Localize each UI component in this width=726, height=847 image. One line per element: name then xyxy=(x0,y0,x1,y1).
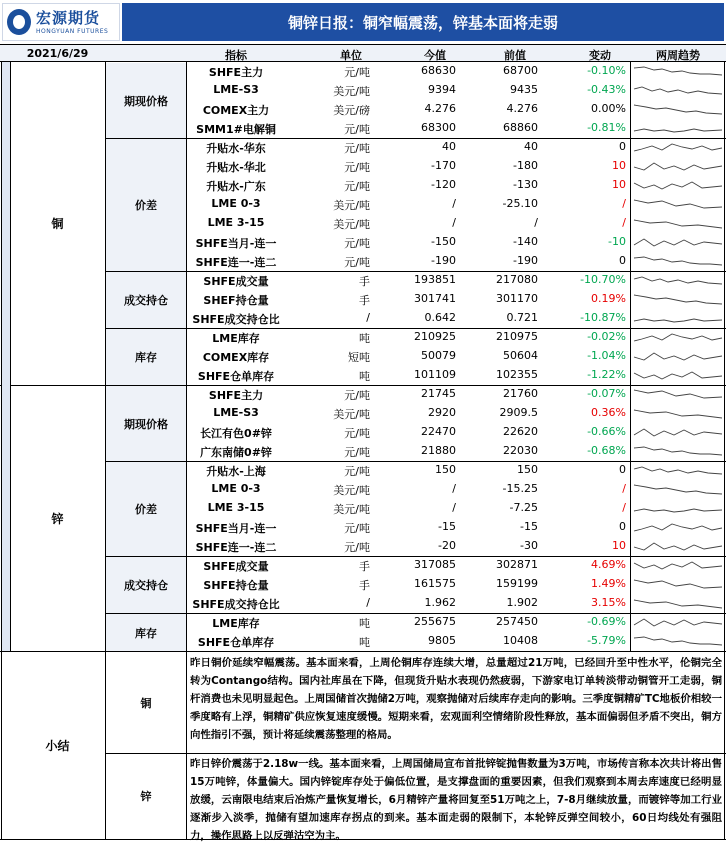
previous-value: -15.25 xyxy=(502,482,538,495)
group-label: 价差 xyxy=(106,462,186,556)
today-value: 68630 xyxy=(421,64,456,77)
indicator-name: SHFE主力 xyxy=(208,66,264,79)
change-value: 0 xyxy=(619,140,626,153)
today-value: 161575 xyxy=(414,577,456,590)
divider xyxy=(10,62,11,385)
trend-sparkline xyxy=(632,176,724,195)
indicator-unit: 元/吨 xyxy=(344,427,370,440)
trend-line xyxy=(634,372,722,379)
trend-line xyxy=(634,543,722,550)
divider xyxy=(1,652,2,839)
previous-value: -25.10 xyxy=(502,197,538,210)
today-value: / xyxy=(452,501,456,514)
col-indicator: 指标 xyxy=(225,49,247,62)
trend-sparkline xyxy=(632,594,724,613)
divider xyxy=(630,461,631,556)
previous-value: 68860 xyxy=(503,121,538,134)
previous-value: -130 xyxy=(513,178,538,191)
indicator-unit: 美元/磅 xyxy=(333,104,370,117)
trend-sparkline xyxy=(632,233,724,252)
summary-copper-text: 昨日铜价延续窄幅震荡。基本面来看，上周伦铜库存连续大增，总量超过21万吨，已经回升至中性水平，伦铜完全转为Contango结构。国内社库虽在下降，但现货升贴水表现仍然疲弱，下游家电订单转淡带动铜管开工走弱，铜杆消费也未见明显起色。上周国储首次抛储2万吨，观察抛储对后续库存走向的影响。三季度铜精矿TC地板价相较一季度略有上浮，铜精矿供应恢复速度缓慢。短期来看，宏观面利空情绪阶段性释放，基本面偏弱但矛盾不突出，铜方向性指引不强，预计将延续震荡整理的格局。 xyxy=(190,657,722,741)
indicator-name: LME 3-15 xyxy=(207,501,265,514)
col-unit: 单位 xyxy=(340,49,362,62)
previous-value: 257450 xyxy=(496,615,538,628)
indicator-name: LME 0-3 xyxy=(211,197,261,210)
today-value: 50079 xyxy=(421,349,456,362)
trend-line xyxy=(634,562,722,569)
change-value: 10 xyxy=(612,159,626,172)
today-value: 4.276 xyxy=(424,102,456,115)
today-value: 21745 xyxy=(421,387,456,400)
previous-value: 1.902 xyxy=(506,596,538,609)
divider xyxy=(724,652,725,839)
trend-sparkline xyxy=(632,271,724,290)
today-value: 317085 xyxy=(414,558,456,571)
indicator-name: 升贴水-华东 xyxy=(206,142,266,155)
indicator-name: SHFE仓单库存 xyxy=(197,636,275,649)
today-value: -120 xyxy=(431,178,456,191)
trend-sparkline xyxy=(632,62,724,81)
previous-value: 68700 xyxy=(503,64,538,77)
indicator-name: 升贴水-广东 xyxy=(206,180,266,193)
today-value: 9805 xyxy=(428,634,456,647)
indicator-name: SHFE持仓量 xyxy=(203,579,269,592)
trend-line xyxy=(634,600,722,608)
today-value: 1.962 xyxy=(424,596,456,609)
indicator-name: LME库存 xyxy=(212,332,260,345)
indicator-unit: 元/吨 xyxy=(344,123,370,136)
col-trend: 两周趋势 xyxy=(656,49,700,62)
group-label: 库存 xyxy=(106,614,186,651)
indicator-name: SHFE主力 xyxy=(208,389,264,402)
today-value: 193851 xyxy=(414,273,456,286)
change-value: -0.07% xyxy=(587,387,626,400)
trend-sparkline xyxy=(632,480,724,499)
trend-sparkline xyxy=(632,138,724,157)
report-date: 2021/6/29 xyxy=(26,47,89,60)
previous-value: 217080 xyxy=(496,273,538,286)
indicator-unit: 元/吨 xyxy=(344,522,370,535)
metal-label: 锌 xyxy=(51,511,64,526)
divider xyxy=(186,613,187,651)
trend-sparkline xyxy=(632,461,724,480)
trend-line xyxy=(634,144,722,151)
indicator-name: COMEX库存 xyxy=(202,351,270,364)
indicator-unit: 美元/吨 xyxy=(333,484,370,497)
indicator-unit: 元/吨 xyxy=(344,180,370,193)
report-header xyxy=(0,0,726,44)
indicator-name: LME库存 xyxy=(212,617,260,630)
previous-value: 159199 xyxy=(496,577,538,590)
indicator-unit: 美元/吨 xyxy=(333,503,370,516)
indicator-name: SHFE当月-连一 xyxy=(195,522,277,535)
group-label: 价差 xyxy=(106,139,186,271)
indicator-unit: 美元/吨 xyxy=(333,85,370,98)
today-value: -170 xyxy=(431,159,456,172)
indicator-unit: 元/吨 xyxy=(344,465,370,478)
trend-line xyxy=(634,410,722,418)
previous-value: 50604 xyxy=(503,349,538,362)
change-value: -0.81% xyxy=(587,121,626,134)
previous-value: 102355 xyxy=(496,368,538,381)
previous-value: 21760 xyxy=(503,387,538,400)
trend-line xyxy=(634,67,722,75)
previous-value: -140 xyxy=(513,235,538,248)
previous-value: -30 xyxy=(520,539,538,552)
divider xyxy=(630,62,631,138)
col-today: 今值 xyxy=(424,49,446,62)
trend-sparkline xyxy=(632,328,724,347)
group-label: 期现价格 xyxy=(106,63,186,138)
logo-icon xyxy=(7,9,31,35)
today-value: 22470 xyxy=(421,425,456,438)
col-change: 变动 xyxy=(589,49,611,62)
trend-line xyxy=(634,200,722,208)
divider xyxy=(630,613,631,651)
trend-line xyxy=(634,87,722,94)
previous-value: -15 xyxy=(520,520,538,533)
trend-sparkline xyxy=(632,613,724,632)
today-value: -150 xyxy=(431,235,456,248)
divider xyxy=(1,62,2,385)
trend-sparkline xyxy=(632,404,724,423)
divider xyxy=(186,271,187,328)
change-value: 0 xyxy=(619,254,626,267)
indicator-name: LME 3-15 xyxy=(207,216,265,229)
trend-line xyxy=(634,163,722,170)
trend-line xyxy=(634,182,722,189)
trend-sparkline xyxy=(632,518,724,537)
trend-sparkline xyxy=(632,290,724,309)
indicator-unit: 美元/吨 xyxy=(333,218,370,231)
today-value: 9394 xyxy=(428,83,456,96)
change-value: 0.36% xyxy=(591,406,626,419)
today-value: 2920 xyxy=(428,406,456,419)
today-value: / xyxy=(452,216,456,229)
indicator-name: LME 0-3 xyxy=(211,482,261,495)
trend-sparkline xyxy=(632,119,724,138)
previous-value: 302871 xyxy=(496,558,538,571)
change-value: 0.00% xyxy=(591,102,626,115)
change-value: -0.69% xyxy=(587,615,626,628)
trend-line xyxy=(634,239,722,246)
change-value: 10 xyxy=(612,178,626,191)
col-prev: 前值 xyxy=(504,49,526,62)
previous-value: 4.276 xyxy=(506,102,538,115)
indicator-unit: 元/吨 xyxy=(344,237,370,250)
metal-side-bar xyxy=(1,385,10,651)
change-value: / xyxy=(622,216,626,229)
indicator-name: SHFE连一-连二 xyxy=(195,256,277,269)
indicator-unit: 元/吨 xyxy=(344,446,370,459)
today-value: / xyxy=(452,482,456,495)
previous-value: 22030 xyxy=(503,444,538,457)
indicator-name: SHFE连一-连二 xyxy=(195,541,277,554)
trend-sparkline xyxy=(632,423,724,442)
divider xyxy=(1,385,2,651)
indicator-unit: / xyxy=(366,596,370,609)
trend-line xyxy=(634,295,722,304)
change-value: -0.02% xyxy=(587,330,626,343)
previous-value: 301170 xyxy=(496,292,538,305)
change-value: / xyxy=(622,197,626,210)
trend-sparkline xyxy=(632,366,724,385)
indicator-unit: 吨 xyxy=(359,370,370,383)
change-value: / xyxy=(622,482,626,495)
previous-value: / xyxy=(534,216,538,229)
indicator-unit: 元/吨 xyxy=(344,142,370,155)
divider xyxy=(0,839,726,840)
trend-line xyxy=(634,390,722,398)
trend-line xyxy=(634,429,722,436)
trend-sparkline xyxy=(632,556,724,575)
today-value: 0.642 xyxy=(424,311,456,324)
divider xyxy=(630,328,631,385)
change-value: -1.22% xyxy=(587,368,626,381)
divider xyxy=(105,385,106,651)
change-value: -0.68% xyxy=(587,444,626,457)
logo-text: 宏源期货 xyxy=(36,9,101,27)
report-title: 铜锌日报：铜窄幅震荡，锌基本面将走弱 xyxy=(122,3,724,41)
indicator-name: COMEX主力 xyxy=(202,104,270,117)
indicator-unit: 吨 xyxy=(359,636,370,649)
today-value: 150 xyxy=(435,463,456,476)
indicator-unit: 吨 xyxy=(359,332,370,345)
change-value: -0.43% xyxy=(587,83,626,96)
change-value: 0 xyxy=(619,463,626,476)
previous-value: 210975 xyxy=(496,330,538,343)
indicator-unit: 手 xyxy=(359,294,370,307)
logo-subtext: HONGYUAN FUTURES xyxy=(36,28,109,35)
trend-line xyxy=(634,319,722,322)
trend-sparkline xyxy=(632,385,724,404)
trend-sparkline xyxy=(632,214,724,233)
trend-line xyxy=(634,105,722,114)
change-value: -1.04% xyxy=(587,349,626,362)
change-value: -10.87% xyxy=(580,311,626,324)
metal-side-bar xyxy=(1,62,10,385)
trend-line xyxy=(634,257,722,265)
trend-line xyxy=(634,485,722,494)
previous-value: -180 xyxy=(513,159,538,172)
trend-sparkline xyxy=(632,100,724,119)
today-value: 68300 xyxy=(421,121,456,134)
indicator-unit: 短吨 xyxy=(348,351,370,364)
indicator-name: 广东南储0#锌 xyxy=(200,446,272,459)
previous-value: 10408 xyxy=(503,634,538,647)
company-logo xyxy=(2,3,120,41)
change-value: 3.15% xyxy=(591,596,626,609)
trend-line xyxy=(634,580,722,588)
trend-line xyxy=(634,509,722,512)
indicator-name: LME-S3 xyxy=(213,83,259,96)
indicator-unit: 吨 xyxy=(359,617,370,630)
change-value: -10 xyxy=(608,235,626,248)
change-value: -0.66% xyxy=(587,425,626,438)
today-value: 101109 xyxy=(414,368,456,381)
trend-sparkline xyxy=(632,252,724,271)
trend-line xyxy=(634,447,722,455)
divider xyxy=(724,385,725,651)
indicator-unit: 元/吨 xyxy=(344,256,370,269)
indicator-name: 升贴水-华北 xyxy=(206,161,266,174)
indicator-unit: 元/吨 xyxy=(344,161,370,174)
indicator-name: SHFE仓单库存 xyxy=(197,370,275,383)
today-value: -15 xyxy=(438,520,456,533)
today-value: 21880 xyxy=(421,444,456,457)
indicator-name: 长江有色0#锌 xyxy=(200,427,272,440)
trend-sparkline xyxy=(632,499,724,518)
summary-zinc-text: 昨日锌价震荡于2.18w一线。基本面来看，上周国储局宣布首批锌锭抛售数量为3万吨，市场传言称本次共计将出售15万吨锌，体量偏大。国内锌锭库存处于偏低位置，是支撑盘面的重要因素，但我们观察到本周去库速度已经明显放缓，云南限电结束后冶炼产量恢复增长，6月精锌产量将回复至51万吨之上，7-8月继续放量，而镀锌等加工行业逐渐步入淡季，抛储有望加速库存拐点的到来。基本面走弱的限制下，本轮锌反弹空间较小，60日均线处有强阻力，操作思路上以反弹沽空为主。 xyxy=(190,758,722,842)
previous-value: 150 xyxy=(517,463,538,476)
indicator-name: LME-S3 xyxy=(213,406,259,419)
summary-zinc-label: 锌 xyxy=(140,790,152,803)
indicator-name: 升贴水-上海 xyxy=(206,465,266,478)
previous-value: 22620 xyxy=(503,425,538,438)
change-value: -0.10% xyxy=(587,64,626,77)
indicator-name: SHFE当月-连一 xyxy=(195,237,277,250)
indicator-name: SHFE成交量 xyxy=(203,560,269,573)
trend-sparkline xyxy=(632,347,724,366)
indicator-unit: 美元/吨 xyxy=(333,199,370,212)
change-value: 0 xyxy=(619,520,626,533)
change-value: / xyxy=(622,501,626,514)
trend-line xyxy=(634,467,722,474)
change-value: 0.19% xyxy=(591,292,626,305)
indicator-unit: 美元/吨 xyxy=(333,408,370,421)
indicator-name: SMM1#电解铜 xyxy=(196,123,276,136)
group-label: 期现价格 xyxy=(106,386,186,461)
today-value: 210925 xyxy=(414,330,456,343)
trend-sparkline xyxy=(632,537,724,556)
divider xyxy=(724,62,725,385)
trend-sparkline xyxy=(632,81,724,100)
previous-value: 40 xyxy=(524,140,538,153)
today-value: -20 xyxy=(438,539,456,552)
today-value: 255675 xyxy=(414,615,456,628)
indicator-name: SHEF持仓量 xyxy=(203,294,269,307)
change-value: 4.69% xyxy=(591,558,626,571)
divider xyxy=(186,62,187,138)
indicator-unit: 元/吨 xyxy=(344,541,370,554)
today-value: / xyxy=(452,197,456,210)
indicator-unit: 元/吨 xyxy=(344,389,370,402)
summary-label: 小结 xyxy=(45,739,70,753)
today-value: -190 xyxy=(431,254,456,267)
divider xyxy=(105,652,106,839)
divider xyxy=(186,138,187,271)
trend-line xyxy=(634,637,722,645)
trend-line xyxy=(634,619,722,626)
today-value: 40 xyxy=(442,140,456,153)
summary-copper-label: 铜 xyxy=(140,696,152,710)
divider xyxy=(630,271,631,328)
previous-value: -7.25 xyxy=(509,501,538,514)
divider xyxy=(106,753,726,754)
trend-sparkline xyxy=(632,632,724,651)
change-value: 10 xyxy=(612,539,626,552)
trend-sparkline xyxy=(632,157,724,176)
group-label: 成交持仓 xyxy=(106,557,186,613)
trend-sparkline xyxy=(632,442,724,461)
divider xyxy=(186,652,187,839)
previous-value: 2909.5 xyxy=(499,406,538,419)
divider xyxy=(630,556,631,613)
indicator-name: SHFE成交量 xyxy=(203,275,269,288)
trend-line xyxy=(634,524,722,531)
previous-value: 9435 xyxy=(510,83,538,96)
today-value: 301741 xyxy=(414,292,456,305)
indicator-unit: 手 xyxy=(359,579,370,592)
group-label: 库存 xyxy=(106,329,186,385)
trend-line xyxy=(634,334,722,341)
indicator-unit: 手 xyxy=(359,275,370,288)
divider xyxy=(105,62,106,385)
trend-line xyxy=(634,129,722,132)
indicator-name: SHFE成交持仓比 xyxy=(192,598,280,611)
indicator-unit: 手 xyxy=(359,560,370,573)
divider xyxy=(630,138,631,271)
trend-sparkline xyxy=(632,309,724,328)
previous-value: 0.721 xyxy=(506,311,538,324)
indicator-unit: 元/吨 xyxy=(344,66,370,79)
divider xyxy=(186,385,187,461)
previous-value: -190 xyxy=(513,254,538,267)
trend-line xyxy=(634,220,722,228)
group-label: 成交持仓 xyxy=(106,272,186,328)
change-value: -10.70% xyxy=(580,273,626,286)
trend-sparkline xyxy=(632,195,724,214)
divider xyxy=(186,461,187,556)
divider xyxy=(630,385,631,461)
column-header-row xyxy=(0,44,726,62)
divider xyxy=(186,328,187,385)
indicator-unit: / xyxy=(366,311,370,324)
divider xyxy=(10,385,11,651)
indicator-name: SHFE成交持仓比 xyxy=(192,313,280,326)
trend-sparkline xyxy=(632,575,724,594)
metal-label: 铜 xyxy=(51,217,64,231)
trend-line xyxy=(634,277,722,284)
divider xyxy=(186,556,187,613)
trend-line xyxy=(634,353,722,360)
change-value: -5.79% xyxy=(587,634,626,647)
change-value: 1.49% xyxy=(591,577,626,590)
